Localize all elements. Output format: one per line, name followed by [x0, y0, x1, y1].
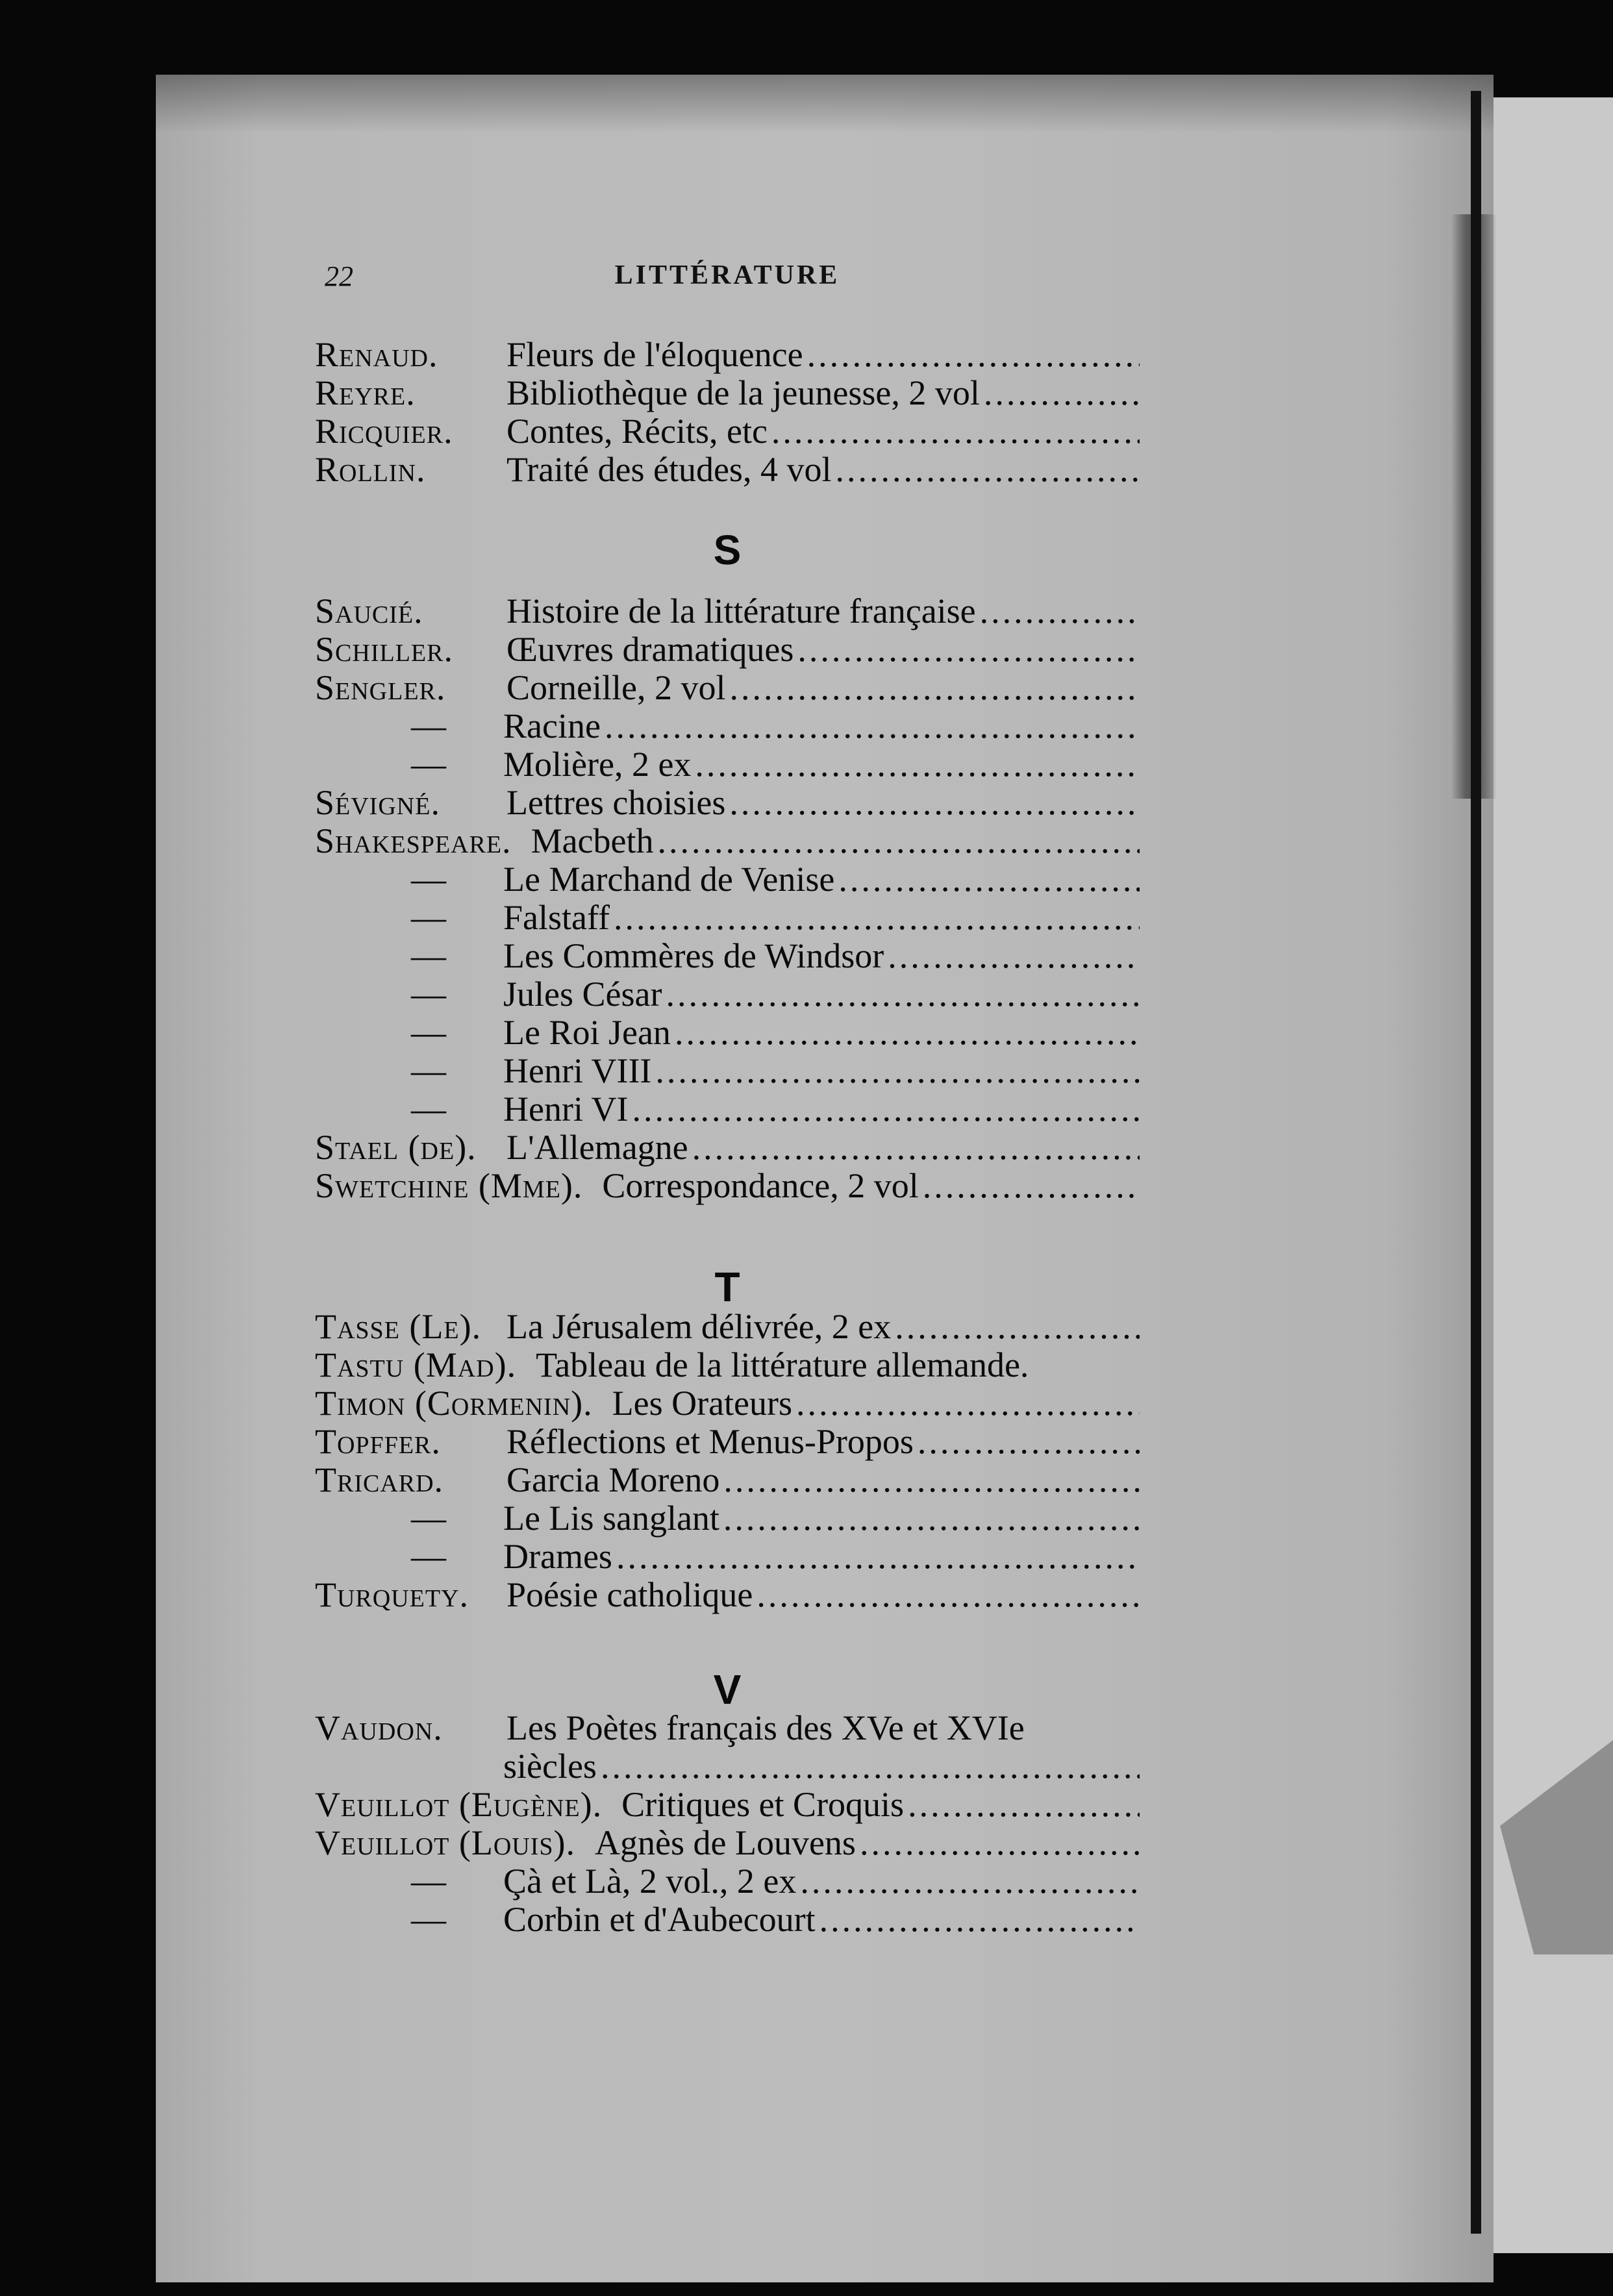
entry-author: Turquety. [315, 1575, 469, 1614]
ditto-dash: — [411, 1499, 446, 1538]
catalog-entry [315, 859, 1140, 899]
ditto-dash: — [411, 898, 446, 937]
entry-title-line [503, 936, 1140, 976]
entry-author: Tricard. [315, 1460, 444, 1499]
catalog-entry [315, 1498, 1140, 1538]
catalog-entry [315, 629, 1140, 669]
catalog-entry [315, 449, 1140, 490]
section-letter: S [713, 527, 742, 573]
dot-leader [908, 1784, 1140, 1825]
entry-title: Les Orateurs [612, 1384, 793, 1423]
book-spine-gutter [1471, 91, 1481, 2234]
catalog-entry [315, 1012, 1140, 1053]
entry-title-line [506, 334, 1140, 375]
catalog-entry [315, 1383, 1140, 1423]
catalog-entry [315, 373, 1140, 413]
entry-title-line [536, 1345, 1140, 1385]
entry-title: Henri VI [503, 1090, 629, 1129]
entry-title-line [506, 1127, 1140, 1167]
ditto-dash: — [411, 1537, 446, 1576]
dot-leader [860, 1823, 1140, 1863]
dot-leader [614, 897, 1140, 938]
catalog-entry [315, 897, 1140, 938]
entry-title: Les Poètes français des XVe et XVIe [506, 1708, 1025, 1747]
entry-title: Garcia Moreno [506, 1460, 720, 1499]
catalog-entry [315, 821, 1140, 861]
catalog-entry [315, 1127, 1140, 1167]
entry-author: Sévigné. [315, 783, 440, 822]
catalog-entry [315, 1306, 1140, 1347]
entry-title: Réflections et Menus-Propos [506, 1422, 914, 1461]
entry-title-line [506, 1421, 1140, 1462]
dot-leader [888, 936, 1140, 976]
entry-title: Bibliothèque de la jeunesse, 2 vol [506, 373, 980, 412]
entry-title-line [503, 1051, 1140, 1091]
entry-title: Çà et Là, 2 vol., 2 ex [503, 1862, 797, 1901]
dot-leader [796, 1383, 1140, 1423]
catalog-entry [315, 782, 1140, 823]
entry-title: La Jérusalem délivrée, 2 ex [506, 1307, 892, 1346]
dot-leader [918, 1421, 1140, 1462]
dot-leader [723, 1498, 1140, 1538]
entry-title-line [503, 1899, 1140, 1940]
catalog-entry [315, 1708, 1140, 1748]
catalog-entry [315, 1823, 1140, 1863]
entry-author: Timon (Cormenin). [315, 1384, 593, 1423]
entry-author: Renaud. [315, 335, 438, 374]
catalog-entry [315, 1536, 1140, 1577]
entry-title: Critiques et Croquis [621, 1785, 905, 1824]
catalog-entry [315, 1089, 1140, 1129]
catalog-entry [315, 1166, 1140, 1206]
catalog-entry [315, 591, 1140, 631]
entry-title: Le Roi Jean [503, 1013, 671, 1052]
entry-title: Les Commères de Windsor [503, 936, 884, 975]
entry-title-line [506, 1708, 1140, 1748]
dot-leader [984, 373, 1140, 413]
catalog-entry [315, 744, 1140, 784]
ditto-dash: — [411, 745, 446, 784]
dot-leader [980, 591, 1140, 631]
catalog-entry [315, 1460, 1140, 1500]
entry-title: Tableau de la littérature allemande. [536, 1345, 1029, 1384]
ditto-dash: — [411, 936, 446, 975]
ditto-dash: — [411, 1051, 446, 1090]
entry-title: Le Marchand de Venise [503, 860, 835, 899]
entry-title-line [602, 1166, 1140, 1206]
entry-title: Macbeth [531, 821, 654, 860]
page-number: 22 [325, 260, 353, 292]
entry-title: Correspondance, 2 vol [602, 1166, 919, 1205]
entry-title: Histoire de la littérature française [506, 592, 976, 630]
catalog-entry [315, 1861, 1140, 1901]
dot-leader [838, 859, 1140, 899]
catalog-entry [315, 334, 1140, 375]
entry-author: Topffer. [315, 1422, 441, 1461]
dot-leader [605, 706, 1140, 746]
entry-author: Stael (de). [315, 1128, 477, 1167]
entry-title-line [506, 1306, 1140, 1347]
dot-leader [756, 1575, 1140, 1615]
dot-leader [655, 1051, 1140, 1091]
dot-leader [692, 1127, 1140, 1167]
entry-title-line [503, 1746, 1140, 1786]
dot-leader [729, 782, 1140, 823]
entry-title: Corneille, 2 vol [506, 668, 726, 707]
entry-author: Veuillot (Louis). [315, 1823, 576, 1862]
entry-title-line [506, 591, 1140, 631]
dot-leader [723, 1460, 1140, 1500]
entry-title-line [503, 744, 1140, 784]
entry-title: Drames [503, 1537, 612, 1576]
entry-title: L'Allemagne [506, 1128, 688, 1167]
entry-title-line [506, 411, 1140, 451]
entry-title-line [503, 897, 1140, 938]
entry-title: Agnès de Louvens [595, 1823, 856, 1862]
page-top-shadow [156, 75, 1494, 133]
entry-author: Veuillot (Eugène). [315, 1785, 603, 1824]
entry-author: Sengler. [315, 668, 446, 707]
entry-author: Tastu (Mad). [315, 1345, 517, 1384]
entry-title: Fleurs de l'éloquence [506, 335, 803, 374]
entry-title-line [503, 1498, 1140, 1538]
dot-leader [895, 1306, 1140, 1347]
entry-title-line [612, 1383, 1140, 1423]
entry-title: Corbin et d'Aubecourt [503, 1900, 816, 1939]
entry-title-line [531, 821, 1140, 861]
section-letter: V [713, 1666, 742, 1713]
catalog-entry [315, 1784, 1140, 1825]
entry-title: Traité des études, 4 vol [506, 450, 832, 489]
catalog-entry [315, 411, 1140, 451]
entry-title: siècles [503, 1747, 597, 1786]
entry-title: Falstaff [503, 898, 610, 937]
entry-title-line [503, 1536, 1140, 1577]
entry-title: Henri VIII [503, 1051, 652, 1090]
entry-title-line [503, 706, 1140, 746]
entry-title-line [503, 1089, 1140, 1129]
ditto-dash: — [411, 1900, 446, 1939]
entry-title: Racine [503, 706, 601, 745]
entry-author: Shakespeare. [315, 821, 512, 860]
entry-title: Molière, 2 ex [503, 745, 692, 784]
entry-title: Poésie catholique [506, 1575, 753, 1614]
catalog-entry [315, 1575, 1140, 1615]
entry-author: Swetchine (Mme). [315, 1166, 583, 1205]
entry-title: Jules César [503, 975, 662, 1014]
entry-title-line [621, 1784, 1140, 1825]
catalog-entry [315, 1345, 1140, 1385]
entry-author: Vaudon. [315, 1708, 443, 1747]
entry-author: Saucié. [315, 592, 423, 630]
dot-leader [797, 629, 1140, 669]
running-head: LITTÉRATURE [614, 260, 840, 290]
dot-leader [632, 1089, 1140, 1129]
catalog-entry [315, 974, 1140, 1014]
ditto-dash: — [411, 1090, 446, 1129]
catalog-entry [315, 706, 1140, 746]
page-header [318, 260, 1136, 305]
dot-leader [923, 1166, 1140, 1206]
entry-author: Reyre. [315, 373, 416, 412]
entry-author: Schiller. [315, 630, 453, 669]
ditto-dash: — [411, 860, 446, 899]
dot-leader [666, 974, 1140, 1014]
catalog-entry [315, 1746, 1140, 1786]
ditto-dash: — [411, 975, 446, 1014]
dot-leader [800, 1861, 1140, 1901]
entry-title-line [503, 859, 1140, 899]
entry-title-line [506, 668, 1140, 708]
dot-leader [729, 668, 1140, 708]
dot-leader [695, 744, 1140, 784]
dot-leader [771, 411, 1140, 451]
entry-title: Lettres choisies [506, 783, 726, 822]
catalog-entry [315, 668, 1140, 708]
entry-title: Le Lis sanglant [503, 1499, 719, 1538]
dot-leader [835, 449, 1140, 490]
catalog-entry [315, 1899, 1140, 1940]
entry-title-line [503, 974, 1140, 1014]
entry-title-line [506, 373, 1140, 413]
entry-title-line [506, 782, 1140, 823]
ditto-dash: — [411, 1862, 446, 1901]
catalog-entry [315, 1421, 1140, 1462]
dot-leader [807, 334, 1140, 375]
entry-author: Rollin. [315, 450, 426, 489]
dot-leader [601, 1746, 1140, 1786]
ditto-dash: — [411, 706, 446, 745]
dot-leader [675, 1012, 1140, 1053]
entry-author: Tasse (Le). [315, 1307, 482, 1346]
entry-title-line [506, 1575, 1140, 1615]
entry-title-line [506, 1460, 1140, 1500]
section-letter: T [714, 1264, 740, 1310]
ditto-dash: — [411, 1013, 446, 1052]
entry-title: Contes, Récits, etc [506, 412, 768, 451]
dot-leader [616, 1536, 1140, 1577]
dot-leader [819, 1899, 1140, 1940]
entry-title: Œuvres dramatiques [506, 630, 794, 669]
entry-title-line [506, 449, 1140, 490]
dot-leader [657, 821, 1140, 861]
entry-author: Ricquier. [315, 412, 453, 451]
entry-title-line [595, 1823, 1140, 1863]
catalog-entry [315, 936, 1140, 976]
entry-title-line [503, 1861, 1140, 1901]
entry-title-line [503, 1012, 1140, 1053]
catalog-entry [315, 1051, 1140, 1091]
entry-title-line [506, 629, 1140, 669]
